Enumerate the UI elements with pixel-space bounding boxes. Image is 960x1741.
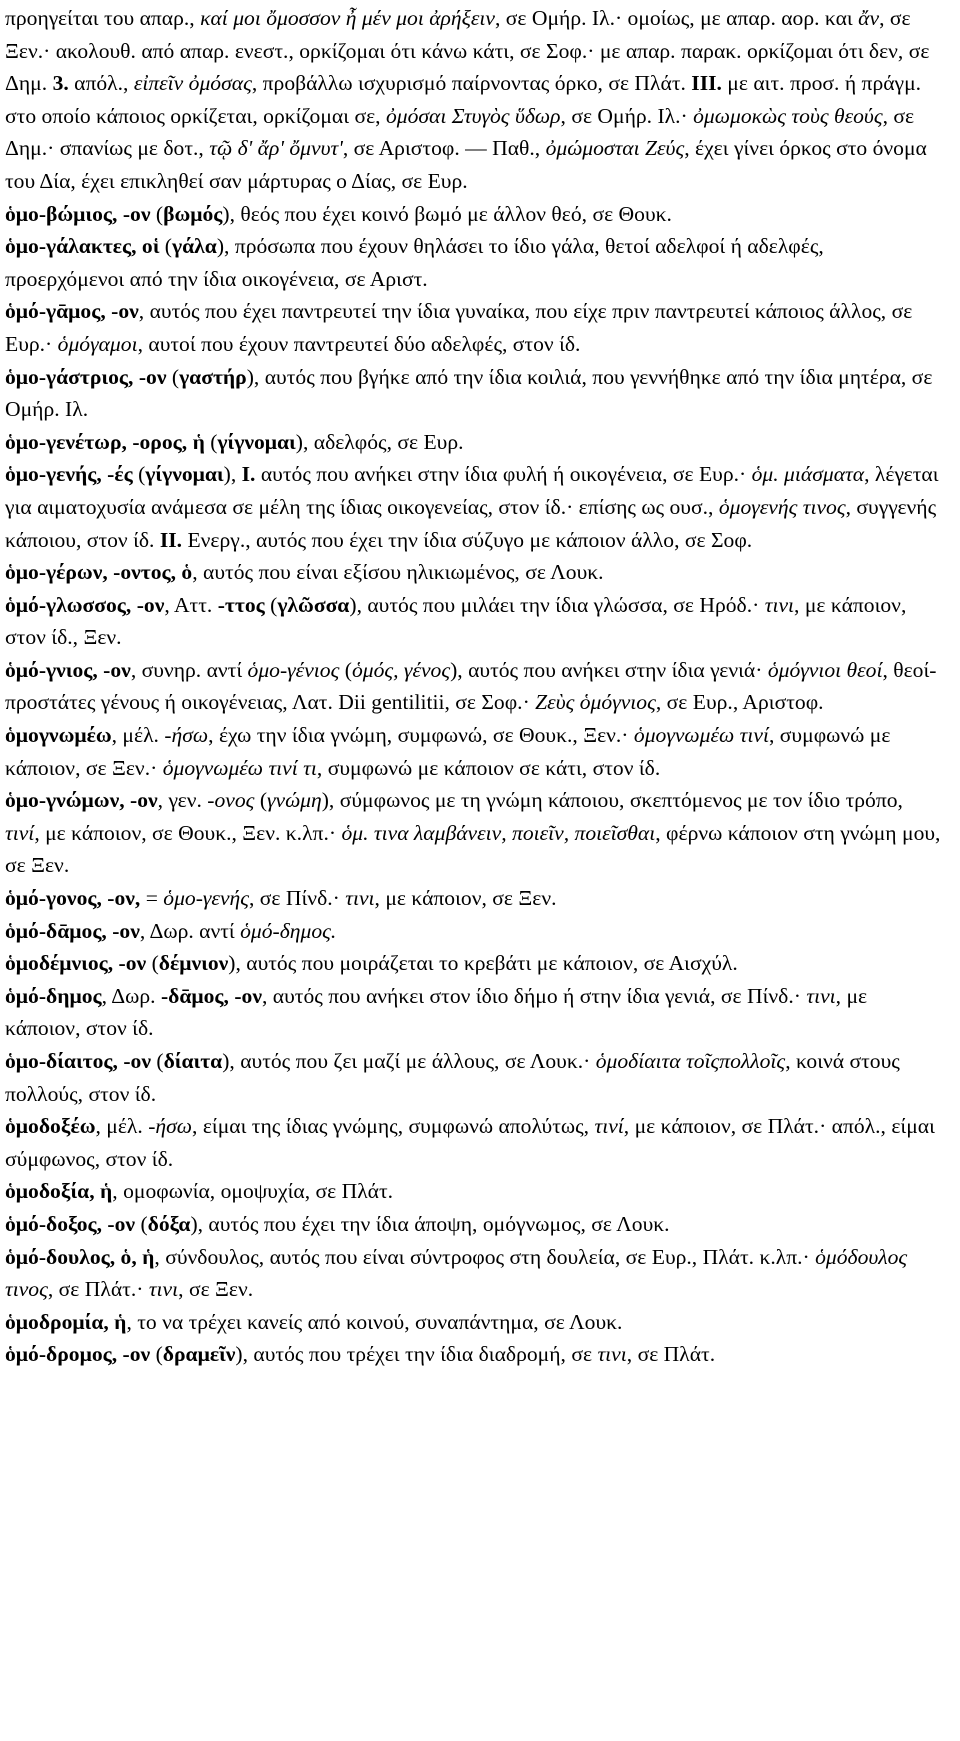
definition-text: , αυτός που ανήκει στον ίδιο δήμο ή στην ίδια γενιά, σε Πίνδ.·: [261, 983, 807, 1008]
definition-text: , με κάποιον, σε Ξεν.: [374, 886, 557, 911]
entry-omognios: [5, 654, 942, 719]
headword-bold: ὁμο-δίαιτος, -ον: [5, 1049, 151, 1073]
definition-text: ), αυτός που ζει μαζί με άλλους, σε Λουκ.·: [222, 1049, 596, 1073]
entry-omodoxos: [5, 1208, 942, 1241]
headword-bold: ὁμό-δᾱμος, -ον: [5, 918, 140, 943]
headword-bold: II.: [159, 527, 183, 552]
definition-text: ), σύμφωνος με τη γνώμη κάποιου, σκεπτόμενος με τον ίδιο τρόπο,: [321, 788, 903, 813]
definition-text: , προβάλλω ισχυρισμό παίρνοντας όρκο, σε Πλάτ.: [251, 71, 692, 96]
definition-text: , Δωρ. αντί: [139, 918, 241, 943]
headword-bold: ὁμο-γάλακτες, οἱ: [5, 234, 160, 259]
definition-text: (: [146, 951, 159, 976]
definition-text: , σε Πλάτ.: [626, 1342, 716, 1367]
headword-bold: ὁμοδοξία, ἡ: [5, 1179, 113, 1204]
entry-omodamos: [5, 915, 942, 948]
citation-italic: ὁμ. μιάσματα: [751, 462, 865, 487]
citation-italic: τῷ δ' ἄρ' ὄμνυτ': [209, 136, 343, 161]
citation-italic: εἰπεῖν ὀμόσας: [133, 71, 252, 96]
entry-omodiaitos: [5, 1045, 942, 1110]
definition-text: , θεοί-προστάτες γένους ή οικογένειας, Λατ. Dii gentilitii, σε Σοφ.·: [5, 657, 937, 715]
citation-italic: ὀμόσαι Στυγὸς ὕδωρ: [385, 103, 561, 128]
citation-italic: -ονος: [207, 788, 255, 813]
headword-bold: δέμνιον: [158, 951, 229, 976]
definition-text: , έχει γίνει όρκος στο όνομα του Δία, έχει επικληθεί σαν μάρτυρας ο Δίας, σε Ευρ.: [5, 136, 927, 193]
entry-omodromos: [5, 1338, 942, 1371]
headword-bold: ὁμογνωμέω: [5, 723, 112, 748]
definition-text: , μέλ.: [111, 723, 165, 748]
citation-italic: ὁμο-γενής: [163, 886, 249, 911]
definition-text: (: [204, 429, 218, 454]
definition-text: , με κάποιον, σε Πλάτ.· απόλ., είμαι σύμφωνος, στον ίδ.: [5, 1114, 935, 1171]
definition-text: , λέγεται για αιματοχυσία ανάμεσα σε μέλη της ίδιας οικογενείας, στον ίδ.· επίσης ως ουσ.,: [5, 462, 939, 519]
definition-text: , γεν.: [157, 788, 208, 813]
definition-text: (: [150, 201, 164, 226]
definition-text: ), αυτός που μιλάει την ίδια γλώσσα, σε Ηρόδ.·: [349, 592, 765, 617]
headword-bold: ὁμό-γλωσσος, -ον: [5, 592, 165, 617]
definition-text: , αυτός που έχει παντρευτεί την ίδια γυναίκα, που είχε πριν παντρευτεί κάποιος άλλος, σε Ευρ.·: [5, 299, 913, 356]
definition-text: , σε Ξεν.: [178, 1277, 254, 1302]
headword-bold: γάλα: [172, 234, 217, 259]
definition-text: Ενεργ., αυτός που έχει την ίδια σύζυγο με κάποιον άλλο, σε Σοφ.: [182, 527, 753, 552]
definition-text: , σε Πλάτ.·: [47, 1277, 149, 1302]
entry-omodimos: [5, 980, 942, 1045]
definition-text: προηγείται του απαρ.,: [5, 6, 201, 30]
citation-italic: ὀμωμοκὼς τοὺς θεούς: [693, 103, 883, 128]
citation-italic: ὁμο-γένιος: [247, 657, 340, 682]
headword-bold: ὁμό-γᾱμος, -ον: [5, 299, 139, 324]
citation-italic: ὁμογενής τινος: [718, 494, 846, 519]
headword-bold: γλῶσσα: [277, 592, 350, 617]
citation-italic: -ήσω: [164, 723, 209, 748]
entry-omogastrios: [5, 361, 942, 426]
headword-bold: -δᾱμος, -ον: [160, 983, 262, 1008]
definition-text: , φέρνω κάποιον στη γνώμη μου, σε Ξεν.: [5, 820, 941, 878]
headword-bold: ὁμοδοξέω: [5, 1114, 96, 1139]
definition-text: , κοινά στους πολλούς, στον ίδ.: [5, 1049, 900, 1106]
citation-italic: τινι: [597, 1342, 627, 1367]
citation-italic: τινι: [764, 592, 795, 617]
definition-text: , έχω την ίδια γνώμη, συμφωνώ, σε Θουκ., Ξεν.·: [208, 723, 634, 748]
headword-bold: ὁμοδέμνιος, -ον: [5, 951, 147, 976]
definition-text: ),: [223, 462, 242, 487]
entry-omognomeo: [5, 719, 942, 784]
headword-bold: ὁμό-δρομος, -ον: [5, 1342, 151, 1367]
definition-text: , το να τρέχει κανείς από κοινού, συναπάντημα, σε Λουκ.: [126, 1309, 623, 1334]
entry-continuation: [5, 2, 942, 198]
citation-italic: τινι: [806, 983, 836, 1008]
headword-bold: ὁμό-δοξος, -ον: [5, 1211, 136, 1236]
citation-italic: ὁμόδουλος τινος: [5, 1244, 908, 1302]
definition-text: , σύνδουλος, αυτός που είναι σύντροφος στη δουλεία, σε Ευρ., Πλάτ. κ.λπ.·: [154, 1244, 816, 1269]
headword-bold: δίαιτα: [163, 1049, 223, 1073]
citation-italic: τινι: [148, 1277, 179, 1302]
definition-text: αυτός που ανήκει στην ίδια φυλή ή οικογένεια, σε Ευρ.·: [255, 462, 752, 487]
entry-omodoxeo: [5, 1110, 942, 1175]
definition-text: (: [339, 657, 352, 682]
citation-italic: τινί: [594, 1114, 624, 1139]
citation-italic: Ζεὺς ὁμόγνιος: [535, 690, 656, 715]
citation-italic: τινί: [5, 820, 35, 845]
citation-italic: ὁμόγαμοι: [57, 331, 138, 356]
citation-italic: τινι: [345, 886, 375, 911]
definition-text: , είμαι της ίδιας γνώμης, συμφωνώ απολύτως,: [192, 1114, 595, 1139]
citation-italic: ὁμοδίαιτα τοῖςπολλοῖς: [595, 1049, 786, 1073]
definition-text: , σε Ομήρ. Ιλ.·: [560, 103, 694, 128]
definition-text: , σε Ευρ., Αριστοφ.: [655, 690, 824, 715]
definition-text: , συγγενής κάποιου, στον ίδ.: [5, 494, 937, 552]
headword-bold: βωμός: [163, 201, 223, 226]
definition-text: , ομοφωνία, ομοψυχία, σε Πλάτ.: [112, 1179, 394, 1204]
definition-text: (: [166, 364, 180, 389]
definition-text: ), αυτός που τρέχει την ίδια διαδρομή, σε: [235, 1342, 598, 1367]
entry-omogalaktes: [5, 230, 942, 295]
citation-italic: ὁμός, γένος: [351, 657, 451, 682]
headword-bold: γαστήρ: [179, 364, 247, 389]
definition-text: ), πρόσωπα που έχουν θηλάσει το ίδιο γάλα, θετοί αδελφοί ή αδελφές, προερχόμενοι από την ίδια οικογένεια, σε Αριστ.: [5, 234, 824, 291]
definition-text: , σε Ξεν.· ακολουθ. από απαρ. ενεστ., ορκίζομαι ότι κάνω κάτι, σε Σοφ.· με απαρ. παρακ. ορκίζομαι ότι δεν, σε Δημ.: [5, 6, 930, 96]
definition-text: , συμφωνώ με κάποιον, σε Ξεν.·: [5, 723, 891, 780]
headword-bold: ὁμο-βώμιος, -ον: [5, 201, 151, 226]
entry-omodoxia: [5, 1175, 942, 1208]
headword-bold: ὁμό-γονος, -ον,: [5, 886, 141, 911]
entry-omogonos: [5, 882, 942, 915]
entry-omogeron: [5, 556, 942, 589]
definition-text: , σε Αριστοφ. — Παθ.,: [342, 136, 546, 161]
definition-text: (: [150, 1342, 163, 1367]
definition-text: , σε Ομήρ. Ιλ.· ομοίως, με απαρ. αορ. και: [494, 6, 859, 30]
definition-text: , σε Πίνδ.·: [249, 886, 346, 911]
entry-omodromia: [5, 1306, 942, 1339]
definition-text: ), αυτός που βγήκε από την ίδια κοιλιά, που γεννήθηκε από την ίδια μητέρα, σε Ομήρ. Ιλ.: [5, 364, 933, 422]
citation-italic: ὁμογνωμέω τινί: [633, 723, 769, 748]
definition-text: , με κάποιον, σε Θουκ., Ξεν. κ.λπ.·: [34, 820, 342, 845]
headword-bold: γίγνομαι: [217, 429, 296, 454]
entry-omognomon: [5, 784, 942, 882]
citation-italic: ὁμό-δημος.: [240, 918, 337, 943]
headword-bold: ὁμό-γνιος, -ον: [5, 657, 131, 682]
definition-text: , συμφωνώ με κάποιον σε κάτι, στον ίδ.: [316, 755, 661, 780]
definition-text: (: [264, 592, 278, 617]
headword-bold: δόξα: [147, 1211, 191, 1236]
definition-text: , με κάποιον, στον ίδ., Ξεν.: [5, 592, 907, 650]
headword-bold: δραμεῖν: [162, 1342, 236, 1367]
entry-omogamos: [5, 295, 942, 360]
entry-omogenis: [5, 458, 942, 556]
entry-omoglossos: [5, 589, 942, 654]
citation-italic: ὁμ. τινα λαμβάνειν, ποιεῖν, ποιεῖσθαι: [341, 820, 656, 845]
headword-bold: ὁμο-γέρων, -οντος, ὁ: [5, 560, 193, 585]
headword-bold: -ττος: [217, 592, 265, 617]
definition-text: , Αττ.: [164, 592, 218, 617]
headword-bold: ὁμοδρομία, ἡ: [5, 1309, 127, 1334]
definition-text: απόλ.,: [68, 71, 134, 96]
definition-text: (: [132, 462, 146, 487]
definition-text: ), αυτός που ανήκει στην ίδια γενιά·: [450, 657, 768, 682]
definition-text: , συνηρ. αντί: [130, 657, 248, 682]
citation-italic: γνώμη: [267, 788, 322, 813]
definition-text: (: [135, 1211, 148, 1236]
entry-omovomios: [5, 198, 942, 231]
headword-bold: ὁμο-γνώμων, -ον: [5, 788, 158, 813]
headword-bold: ὁμό-δουλος, ὁ, ἡ: [5, 1244, 155, 1269]
definition-text: ), θεός που έχει κοινό βωμό με άλλον θεό, σε Θουκ.: [222, 201, 672, 226]
citation-italic: ὁμογνωμέω τινί τι: [162, 755, 317, 780]
citation-italic: ὀμώμοσται Ζεύς: [545, 136, 685, 161]
definition-text: =: [140, 886, 164, 911]
citation-italic: -ήσω: [148, 1114, 193, 1139]
entry-omodoulos: [5, 1241, 942, 1306]
definition-text: (: [159, 234, 172, 259]
definition-text: , αυτοί που έχουν παντρευτεί δύο αδελφές, στον ίδ.: [137, 331, 581, 356]
headword-bold: ὁμό-δημος: [5, 983, 102, 1008]
definition-text: , σε Δημ.· σπανίως με δοτ.,: [5, 103, 915, 161]
headword-bold: ὁμο-γάστριος, -ον: [5, 364, 167, 389]
headword-bold: III.: [691, 71, 722, 96]
headword-bold: 3.: [52, 71, 69, 96]
definition-text: , Δωρ.: [101, 983, 161, 1008]
definition-text: , μέλ.: [95, 1114, 149, 1139]
definition-text: , αυτός που είναι εξίσου ηλικιωμένος, σε Λουκ.: [192, 560, 604, 585]
definition-text: , με κάποιον, στον ίδ.: [5, 983, 868, 1041]
citation-italic: ἄν: [858, 6, 880, 30]
headword-bold: I.: [241, 462, 256, 487]
headword-bold: ὁμο-γενέτωρ, -ορος, ἡ: [5, 429, 205, 454]
headword-bold: ὁμο-γενής, -ές: [5, 462, 133, 487]
entry-omogenetor: [5, 426, 942, 459]
citation-italic: καί μοι ὄμοσσον ἦ μέν μοι ἀρήξειν: [200, 6, 495, 30]
headword-bold: γίγνομαι: [145, 462, 224, 487]
definition-text: ), αυτός που μοιράζεται το κρεβάτι με κάποιον, σε Αισχύλ.: [228, 951, 738, 976]
definition-text: με αιτ. προσ. ή πράγμ. στο οποίο κάποιος ορκίζεται, ορκίζομαι σε,: [5, 71, 922, 128]
definition-text: (: [254, 788, 268, 813]
entry-omodemnios: [5, 947, 942, 980]
citation-italic: ὁμόγνιοι θεοί: [767, 657, 883, 682]
definition-text: ), αυτός που έχει την ίδια άποψη, ομόγνωμος, σε Λουκ.: [190, 1211, 670, 1236]
definition-text: ), αδελφός, σε Ευρ.: [295, 429, 464, 454]
definition-text: (: [150, 1049, 164, 1073]
